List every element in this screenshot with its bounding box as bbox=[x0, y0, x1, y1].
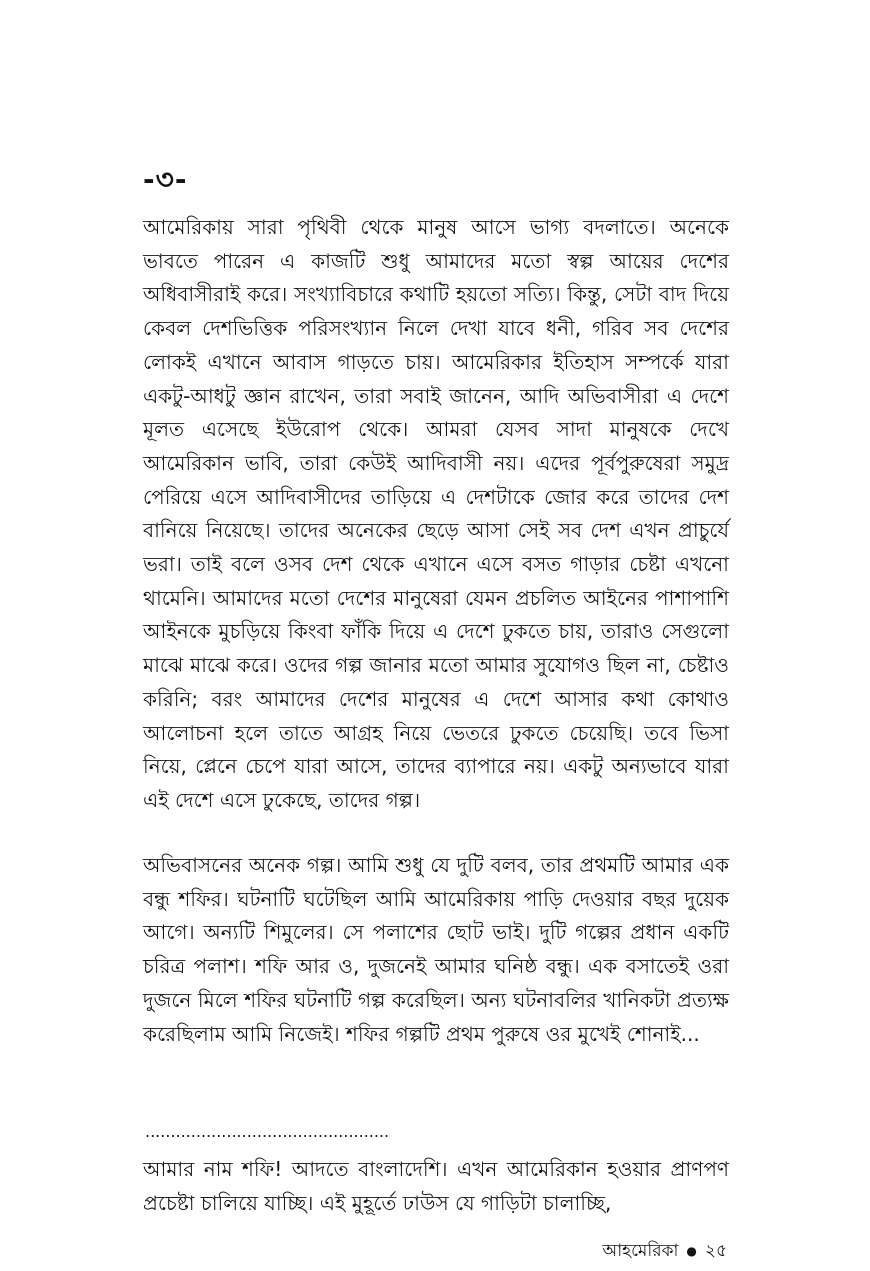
section-separator: ................................................ bbox=[145, 1122, 390, 1141]
page-footer bbox=[602, 1238, 727, 1266]
running-title: আহমেরিকা bbox=[602, 1241, 679, 1261]
page-number: ২৫ bbox=[704, 1241, 727, 1261]
paragraph-2: অভিবাসনের অনেক গল্প। আমি শুধু যে দুটি বলব, তার প্রথমটি আমার এক বন্ধু শফির। ঘটনাটি ঘটেছিল আমি আমেরিকায় পাড়ি দেওয়ার বছর দুয়েক আগে। অন্যটি শিমুলের। সে পলাশের ছোট ভাই। দুটি গল্পের প্রধান একটি চরিত্র পলাশ। শফি আর ও, দুজনেই আমার ঘনিষ্ঠ বন্ধু। এক বসাতেই ওরা দুজনে মিলে শফির ঘটনাটি গল্প করেছিল। অন্য ঘটনাবলির খানিকটা প্রত্যক্ষ করেছিলাম আমি নিজেই। শফির গল্পটি প্রথম পুরুষে ওর মুখেই শোনাই... bbox=[143, 853, 729, 1046]
chapter-number: -৩- bbox=[143, 163, 188, 196]
paragraph-3: আমার নাম শফি! আদতে বাংলাদেশি। এখন আমেরিকান হওয়ার প্রাণপণ প্রচেষ্টা চালিয়ে যাচ্ছি। এই মুহূর্তে ঢাউস যে গাড়িটা চালাচ্ছি, bbox=[143, 1157, 729, 1215]
paragraph-1: আমেরিকায় সারা পৃথিবী থেকে মানুষ আসে ভাগ্য বদলাতে। অনেকে ভাবতে পারেন এ কাজটি শুধু আমাদের মতো স্বল্প আয়ের দেশের অধিবাসীরাই করে। সংখ্যাবিচারে কথাটি হয়তো সত্যি। কিন্তু, সেটা বাদ দিয়ে কেবল দেশভিত্তিক পরিসংখ্যান নিলে দেখা যাবে ধনী, গরিব সব দেশের লোকই এখানে আবাস গাড়তে চায়। আমেরিকার ইতিহাস সম্পর্কে যারা একটু-আধটু জ্ঞান রাখেন, তারা সবাই জানেন, আদি অভিবাসীরা এ দেশে মূলত এসেছে ইউরোপ থেকে। আমরা যেসব সাদা মানুষকে দেখে আমেরিকান ভাবি, তারা কেউই আদিবাসী নয়। এদের পূর্বপুরুষেরা সমুদ্র পেরিয়ে এসে আদিবাসীদের তাড়িয়ে এ দেশটাকে জোর করে তাদের দেশ বানিয়ে নিয়েছে। তাদের অনেকের ছেড়ে আসা সেই সব দেশ এখন প্রাচুর্যে ভরা। তাই বলে ওসব দেশ থেকে এখানে এসে বসত গাড়ার চেষ্টা এখনো থামেনি। আমাদের মতো দেশের মানুষেরা যেমন প্রচলিত আইনের পাশাপাশি আইনকে মুচড়িয়ে কিংবা ফাঁকি দিয়ে এ দেশে ঢুকতে চায়, তারাও সেগুলো মাঝে মাঝে করে। ওদের গল্প জানার মতো আমার সুযোগও ছিল না, চেষ্টাও করিনি; বরং আমাদের দেশের মানুষের এ দেশে আসার কথা কোথাও আলোচনা হলে তাতে আগ্রহ নিয়ে ভেতরে ঢুকতে চেয়েছি। তবে ভিসা নিয়ে, প্লেনে চেপে যারা আসে, তাদের ব্যাপারে নয়। একটু অন্যভাবে যারা এই দেশে এসে ঢুকেছে, তাদের গল্প। bbox=[143, 215, 729, 812]
bullet-icon: ● bbox=[686, 1244, 697, 1258]
